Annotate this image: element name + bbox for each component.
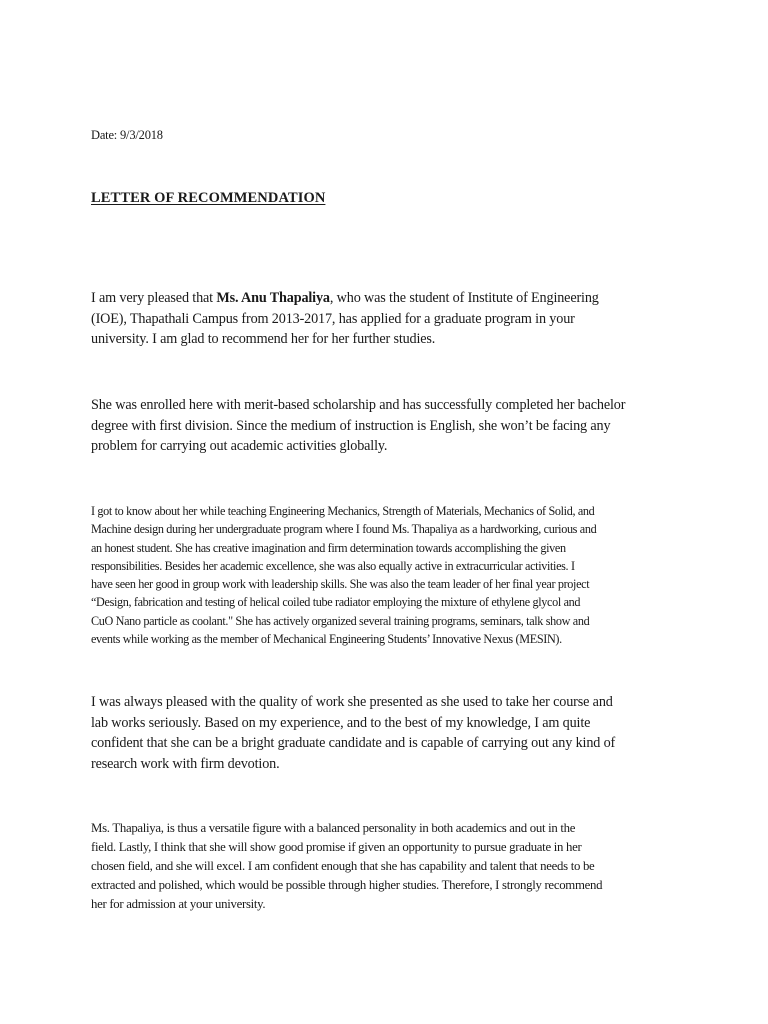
paragraph-line: problem for carrying out academic activities globally. <box>91 438 388 454</box>
paragraph-line: extracted and polished, which would be possible through higher studies. Therefore, I strongly recommend <box>91 878 603 892</box>
paragraph-line: (IOE), Thapathali Campus from 2013-2017, has applied for a graduate program in your <box>91 310 575 327</box>
paragraph-line: field. Lastly, I think that she will show good promise if given an opportunity to pursue graduate in her <box>91 840 582 854</box>
letter-date: Date: 9/3/2018 <box>91 128 163 142</box>
paragraph-line: Machine design during her undergraduate program where I found Ms. Thapaliya as a hardworking, curious and <box>91 522 597 537</box>
paragraph-closing <box>91 819 681 914</box>
paragraph-line: responsibilities. Besides her academic excellence, she was also equally active in extracurricular activities. I <box>91 558 575 573</box>
paragraph-line: confident that she can be a bright graduate candidate and is capable of carrying out any kind of <box>91 735 616 751</box>
paragraph-line: university. I am glad to recommend her for her further studies. <box>91 331 436 347</box>
paragraph-teaching <box>91 502 689 648</box>
paragraph-line: lab works seriously. Based on my experience, and to the best of my knowledge, I am quite <box>91 714 591 731</box>
paragraph-introduction <box>91 288 691 350</box>
paragraph-line: “Design, fabrication and testing of helical coiled tube radiator employing the mixture of ethylene glycol and <box>91 595 581 610</box>
text-run: I am very pleased that <box>91 290 217 306</box>
paragraph-line: I got to know about her while teaching Engineering Mechanics, Strength of Materials, Mechanics of Solid, and <box>91 504 595 518</box>
paragraph-line: Ms. Thapaliya, is thus a versatile figure with a balanced personality in both academics and out in the <box>91 821 576 835</box>
paragraph-line: an honest student. She has creative imagination and firm determination towards accomplishing the given <box>91 540 566 555</box>
paragraph-line: CuO Nano particle as coolant." She has actively organized several training programs, seminars, talk show and <box>91 613 590 628</box>
paragraph-line: her for admission at your university. <box>91 897 266 911</box>
paragraph-line: She was enrolled here with merit-based scholarship and has successfully completed her bachelor <box>91 397 626 413</box>
paragraph-scholarship <box>91 395 691 457</box>
student-name: Ms. Anu Thapaliya <box>216 290 330 306</box>
paragraph-quality-of-work <box>91 692 691 774</box>
paragraph-line: degree with first division. Since the medium of instruction is English, she won’t be facing any <box>91 417 611 434</box>
paragraph-line: I was always pleased with the quality of work she presented as she used to take her course and <box>91 694 613 710</box>
text-run: , who was the student of Institute of Engineering <box>329 290 599 306</box>
paragraph-line: chosen field, and she will excel. I am confident enough that she has capability and talent that needs to be <box>91 859 595 873</box>
paragraph-line: research work with firm devotion. <box>91 755 280 772</box>
letter-heading: LETTER OF RECOMMENDATION <box>91 190 326 206</box>
paragraph-line: have seen her good in group work with leadership skills. She was also the team leader of her final year project <box>91 577 590 592</box>
paragraph-line <box>91 288 691 309</box>
paragraph-line: events while working as the member of Mechanical Engineering Students’ Innovative Nexus (MESIN). <box>91 632 562 647</box>
